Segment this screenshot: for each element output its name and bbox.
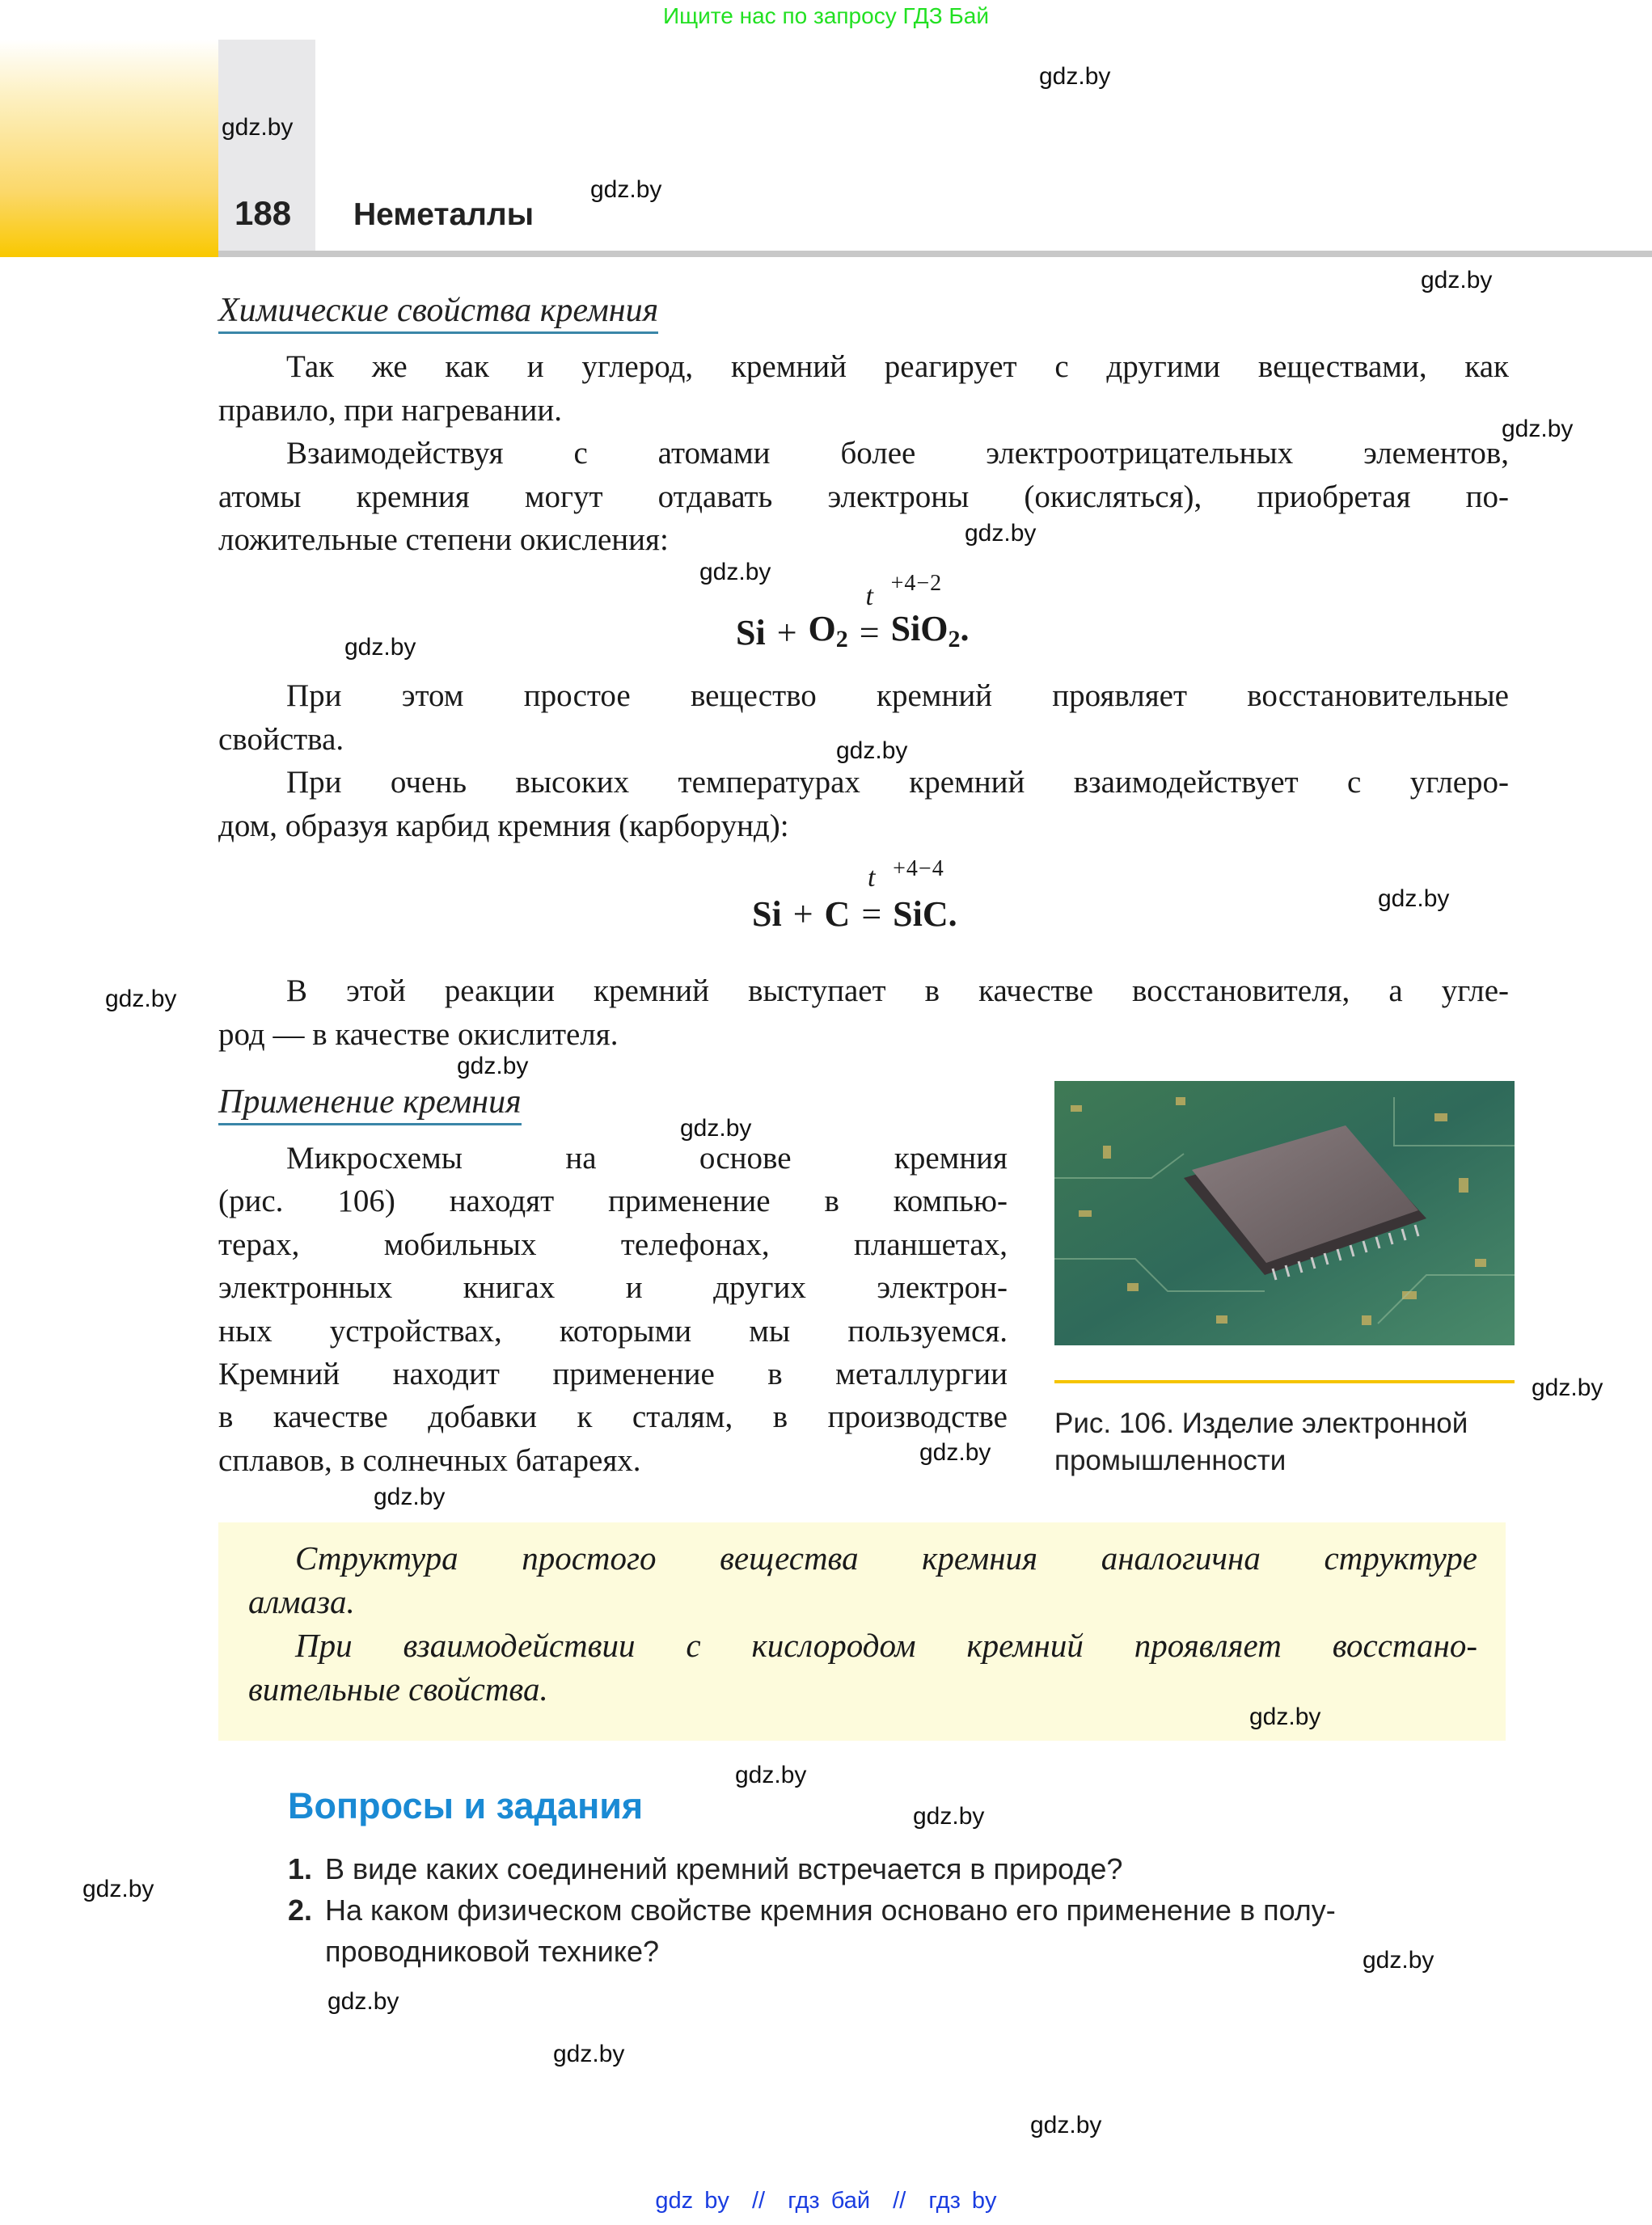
text-line: сплавов, в солнечных батареях. [218,1442,641,1478]
summary-text [248,1536,1477,1711]
question-1: 1. В виде каких соединений кремний встречается в природе? [288,1852,1123,1885]
questions-heading: Вопросы и задания [288,1785,644,1826]
watermark: gdz.by [82,1876,154,1902]
eq-reactant: $O_2$ [808,609,848,652]
paragraph-5 [218,969,1509,1056]
text-line: свойства. [218,721,344,757]
section-heading-applications: Применение кремния [218,1083,522,1125]
paragraph-1 [218,345,1509,432]
text-line: Так же как и углерод, кремний реагирует с другими веществами, как [286,349,1509,384]
text-line: ложительные степени окисления: [218,522,669,557]
applications-paragraph [218,1137,1008,1482]
watermark: gdz.by [1039,63,1111,90]
question-2-continuation: проводниковой технике? [325,1935,660,1968]
text-line: (рис. 106) находят применение в компью- [218,1184,1008,1219]
eq-product: +4−2 SiO$_2$. [890,571,970,652]
oxidation-states: +4−2 [890,571,943,596]
watermark: gdz.by [735,1762,807,1788]
eq-plus: + [792,894,813,934]
text-line: электронных книгах и других электрон- [218,1270,1008,1306]
chapter-title: Неметаллы [353,197,534,232]
text-line: При взаимодействии с кислородом кремний проявляет восстано- [295,1627,1477,1664]
watermark: gdz.by [913,1803,985,1830]
search-banner[interactable]: Ищите нас по запросу ГДЗ Бай [662,3,990,28]
watermark: gdz.by [699,559,771,585]
eq-plus: + [776,613,797,652]
oxidation-states: +4−4 [893,856,944,881]
text-line: вительные свойства. [248,1670,548,1708]
text-line: алмаза. [248,1583,355,1620]
watermark: gdz.by [1502,416,1574,442]
eq-sign: t = [861,863,882,934]
text-line: правило, при нагревании. [218,392,562,428]
text-line: атомы кремния могут отдавать электроны (окисляться), приобретая по- [218,479,1509,514]
text-line: дом, образуя карбид кремния (карборунд): [218,808,789,843]
text-line: В этой реакции кремний выступает в качестве восстановителя, а угле- [286,973,1509,1008]
question-2: 2. На каком физическом свойстве кремния основано его применение в полу- [288,1894,1336,1927]
text-line: Кремний находит применение в металлургии [218,1357,1008,1392]
page-number: 188 [234,194,292,232]
caption-line: промышленности [1054,1445,1287,1476]
watermark: gdz.by [1378,885,1450,912]
text-line: При очень высоких температурах кремний взаимодействует с углеро- [286,765,1509,800]
watermark: gdz.by [105,986,177,1012]
footer-links[interactable]: gdz by // гдз бай // гдз by [655,2188,997,2214]
text-line: Взаимодействуя с атомами более электроотрицательных элементов, [286,436,1509,471]
watermark: gdz.by [1532,1374,1603,1401]
text-line: Микросхемы на основе кремния [286,1141,1008,1176]
page-corner-decoration [0,40,218,257]
watermark: gdz.by [1030,2112,1102,2138]
header-divider [218,251,1652,257]
paragraph-2 [218,432,1509,562]
paragraph-4 [218,761,1509,847]
eq-reactant: Si [736,613,766,652]
watermark: gdz.by [1363,1947,1434,1974]
watermark: gdz.by [553,2041,625,2067]
eq-reactant: C [824,894,851,934]
equation-si-o2 [736,571,970,653]
text-line: Структура простого вещества кремния аналогична структуре [295,1539,1477,1577]
watermark: gdz.by [680,1115,752,1142]
section-heading-chemical-properties: Химические свойства кремния [218,291,658,334]
watermark: gdz.by [1249,1704,1321,1730]
eq-reactant: Si [752,894,782,934]
watermark: gdz.by [590,176,662,203]
watermark: gdz.by [1421,267,1493,293]
eq-product: +4−4 SiC. [893,856,957,934]
watermark: gdz.by [222,114,294,141]
text-line: терах, мобильных телефонах, планшетах, [218,1226,1008,1262]
text-line: ных устройствах, которыми мы пользуемся. [218,1313,1008,1349]
eq-sign: t = [859,581,880,652]
caption-line: Рис. 106. Изделие электронной [1054,1408,1468,1439]
figure-caption [1054,1405,1468,1480]
text-line: в качестве добавки к сталям, в производстве [218,1400,1008,1435]
watermark: gdz.by [836,737,908,764]
watermark: gdz.by [374,1484,446,1510]
equation-si-c [752,856,957,935]
text-line: При этом простое вещество кремний проявляет восстановительные [286,678,1509,713]
microchip-photo [1054,1081,1515,1345]
watermark: gdz.by [457,1053,529,1079]
figure-caption-divider [1054,1380,1515,1383]
watermark: gdz.by [327,1988,399,2015]
watermark: gdz.by [965,520,1037,547]
text-line: род — в качестве окислителя. [218,1016,619,1052]
watermark: gdz.by [919,1439,991,1466]
watermark: gdz.by [344,634,416,661]
